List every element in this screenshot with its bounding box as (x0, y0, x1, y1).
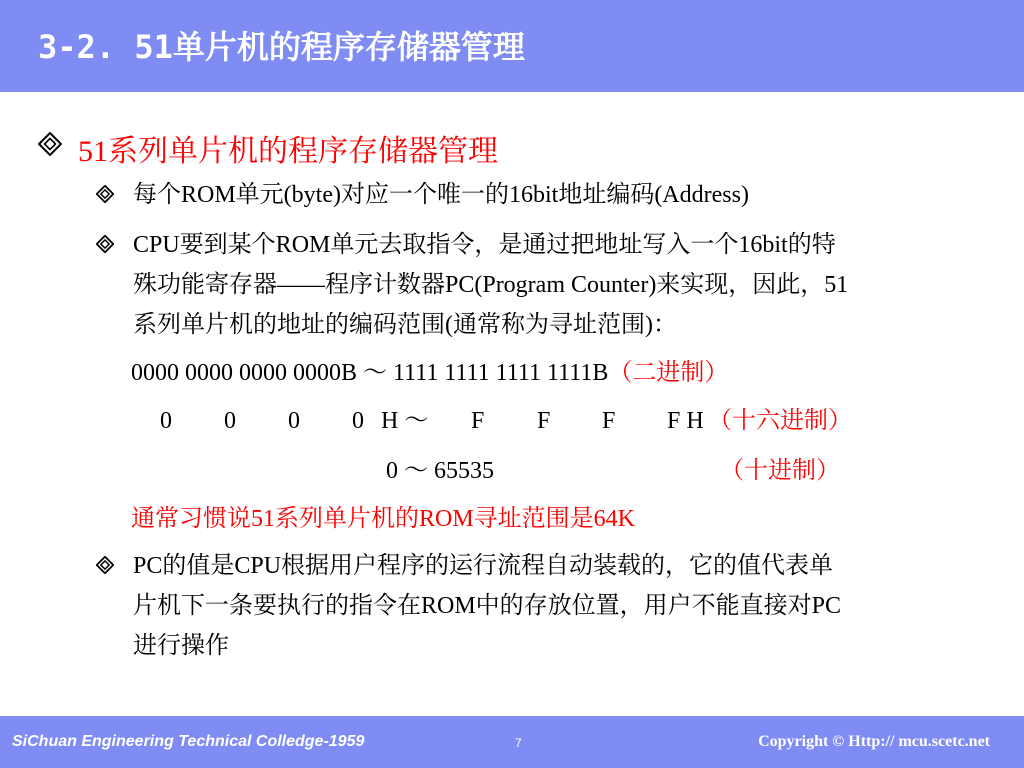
diamond-bullet-icon (96, 235, 114, 253)
hex-digit: 0 (224, 408, 236, 434)
hex-digit: 0 (352, 408, 364, 434)
footer-institution: SiChuan Engineering Technical Colledge-1959 (12, 733, 365, 750)
hex-range-label: （十六进制） (708, 408, 852, 434)
bullet-1-line-1: 每个ROM单元(byte)对应一个唯一的16bit地址编码(Address) (133, 182, 749, 208)
page-number: 7 (515, 736, 522, 750)
diamond-bullet-icon (38, 132, 62, 156)
hex-range-row (0, 404, 1024, 438)
diamond-bullet-icon (96, 185, 114, 203)
footer-bar (0, 716, 1024, 768)
bullet-3-line-3: 进行操作 (133, 633, 229, 659)
binary-range-label: （二进制） (608, 360, 729, 386)
hex-digit: 0 (160, 408, 172, 434)
hex-digit: F (471, 408, 485, 434)
footer-copyright: Copyright © Http:// mcu.scetc.net (758, 733, 990, 750)
slide-title: 3-2. 51单片机的程序存储器管理 (38, 28, 525, 66)
diamond-bullet-icon (96, 556, 114, 574)
bullet-2-line-1: CPU要到某个ROM单元去取指令，是通过把地址写入一个16bit的特 (133, 232, 836, 258)
bullet-3-line-1: PC的值是CPU根据用户程序的运行流程自动装载的，它的值代表单 (133, 553, 834, 579)
binary-range-value: 0000 0000 0000 0000B ～ 1111 1111 1111 1111B (131, 360, 609, 386)
bullet-2-line-3: 系列单片机的地址的编码范围(通常称为寻址范围)： (133, 312, 677, 338)
binary-range-row (131, 356, 728, 390)
decimal-range-label: （十进制） (720, 458, 840, 484)
range-note: 通常习惯说51系列单片机的ROM寻址范围是64K (131, 506, 636, 532)
hex-digit: F H (667, 408, 704, 434)
hex-digit: F (537, 408, 551, 434)
bullet-2-line-2: 殊功能寄存器——程序计数器PC(Program Counter)来实现，因此，51 (133, 272, 849, 298)
bullet-3-line-2: 片机下一条要执行的指令在ROM中的存放位置，用户不能直接对PC (133, 593, 842, 619)
hex-digit: 0 (288, 408, 300, 434)
title-bar (0, 0, 1024, 92)
hex-digit: F (602, 408, 616, 434)
decimal-range-value: 0 ～ 65535 (386, 458, 494, 484)
hex-digit: H ～ (381, 408, 429, 434)
level1-heading: 51系列单片机的程序存储器管理 (78, 135, 498, 168)
